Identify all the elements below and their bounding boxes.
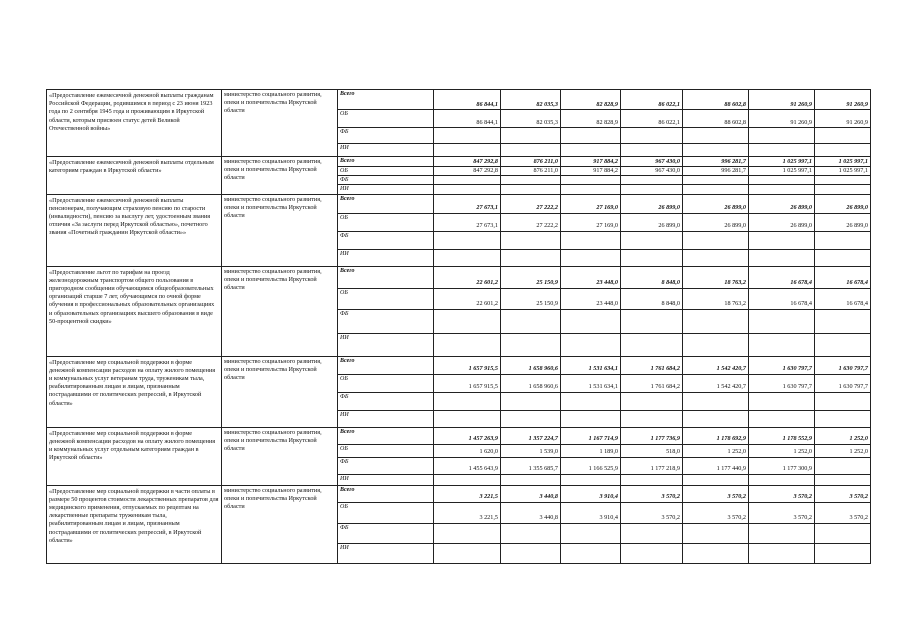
amount-cell: 518,0 bbox=[621, 444, 683, 457]
funding-source-label: Всего bbox=[338, 485, 434, 502]
amount-cell bbox=[501, 249, 561, 266]
amount-cell: 1 167 714,9 bbox=[561, 427, 621, 444]
funding-source-label: ФБ bbox=[338, 176, 434, 185]
amount-cell: 1 542 420,7 bbox=[683, 374, 749, 392]
amount-cell bbox=[749, 185, 815, 194]
amount-cell: 3 570,2 bbox=[815, 485, 871, 502]
amount-cell: 1 357 224,7 bbox=[501, 427, 561, 444]
amount-cell: 1 761 684,2 bbox=[621, 356, 683, 374]
amount-cell bbox=[815, 523, 871, 543]
amount-cell: 917 884,2 bbox=[561, 167, 621, 176]
funding-source-label: ОБ bbox=[338, 374, 434, 392]
amount-cell: 25 150,9 bbox=[501, 288, 561, 309]
amount-cell: 3 910,4 bbox=[561, 502, 621, 523]
table-row bbox=[47, 194, 871, 213]
funding-source-label: ОБ bbox=[338, 110, 434, 128]
amount-cell bbox=[561, 523, 621, 543]
measure-description: «Предоставление мер социальной поддержки в форме денежной компенсации расходов на оплату жилого помещения и коммунальных услуг ветеранам труда, труженикам тыла, реабилитированным лицам и лицам, признанным пострадавшими от политических репрессий, в Иркутской области» bbox=[47, 356, 222, 427]
amount-cell: 1 025 997,1 bbox=[749, 157, 815, 167]
responsible-organization: министерство социального развития, опеки и попечительства Иркутской области bbox=[222, 194, 338, 266]
amount-cell bbox=[815, 309, 871, 333]
amount-cell: 1 177 300,9 bbox=[749, 457, 815, 474]
funding-source-label: Всего bbox=[338, 427, 434, 444]
amount-cell bbox=[434, 231, 501, 249]
amount-cell bbox=[815, 249, 871, 266]
responsible-organization: министерство социального развития, опеки и попечительства Иркутской области bbox=[222, 266, 338, 356]
funding-source-label: ИИ bbox=[338, 249, 434, 266]
amount-cell bbox=[815, 333, 871, 356]
amount-cell bbox=[621, 185, 683, 194]
amount-cell: 18 763,2 bbox=[683, 288, 749, 309]
amount-cell bbox=[561, 333, 621, 356]
amount-cell bbox=[501, 333, 561, 356]
amount-cell bbox=[749, 309, 815, 333]
amount-cell bbox=[683, 231, 749, 249]
amount-cell: 876 211,0 bbox=[501, 167, 561, 176]
funding-source-label: ИИ bbox=[338, 410, 434, 427]
amount-cell: 967 430,0 bbox=[621, 167, 683, 176]
amount-cell: 1 657 915,5 bbox=[434, 374, 501, 392]
funding-source-label: Всего bbox=[338, 157, 434, 167]
measure-description: «Предоставление ежемесячной денежной выплаты отдельным категориям граждан в Иркутской области» bbox=[47, 157, 222, 195]
amount-cell: 26 899,0 bbox=[815, 194, 871, 213]
funding-source-label: ИИ bbox=[338, 474, 434, 485]
amount-cell: 1 025 997,1 bbox=[815, 157, 871, 167]
amount-cell: 1 630 797,7 bbox=[749, 356, 815, 374]
amount-cell bbox=[815, 543, 871, 563]
amount-cell bbox=[815, 144, 871, 157]
amount-cell: 27 169,0 bbox=[561, 194, 621, 213]
amount-cell bbox=[683, 333, 749, 356]
amount-cell bbox=[749, 144, 815, 157]
amount-cell: 1 658 960,6 bbox=[501, 356, 561, 374]
amount-cell: 1 355 685,7 bbox=[501, 457, 561, 474]
amount-cell bbox=[561, 144, 621, 157]
amount-cell bbox=[749, 543, 815, 563]
amount-cell: 1 189,0 bbox=[561, 444, 621, 457]
amount-cell bbox=[749, 474, 815, 485]
amount-cell bbox=[434, 523, 501, 543]
amount-cell bbox=[621, 392, 683, 410]
amount-cell: 27 222,2 bbox=[501, 194, 561, 213]
responsible-organization: министерство социального развития, опеки и попечительства Иркутской области bbox=[222, 356, 338, 427]
amount-cell: 1 539,0 bbox=[501, 444, 561, 457]
table-row bbox=[47, 427, 871, 444]
amount-cell: 16 678,4 bbox=[749, 288, 815, 309]
amount-cell: 847 292,8 bbox=[434, 157, 501, 167]
amount-cell bbox=[749, 523, 815, 543]
amount-cell bbox=[683, 474, 749, 485]
amount-cell bbox=[815, 410, 871, 427]
amount-cell bbox=[683, 185, 749, 194]
amount-cell: 967 430,0 bbox=[621, 157, 683, 167]
amount-cell bbox=[749, 176, 815, 185]
funding-source-label: Всего bbox=[338, 356, 434, 374]
amount-cell bbox=[561, 249, 621, 266]
funding-source-label: ФБ bbox=[338, 392, 434, 410]
amount-cell bbox=[621, 474, 683, 485]
amount-cell: 3 910,4 bbox=[561, 485, 621, 502]
amount-cell bbox=[501, 523, 561, 543]
amount-cell: 26 899,0 bbox=[683, 194, 749, 213]
amount-cell: 3 440,8 bbox=[501, 502, 561, 523]
amount-cell: 1 252,0 bbox=[815, 427, 871, 444]
amount-cell bbox=[749, 231, 815, 249]
amount-cell bbox=[621, 249, 683, 266]
amount-cell: 1 252,0 bbox=[749, 444, 815, 457]
amount-cell: 26 899,0 bbox=[749, 194, 815, 213]
amount-cell bbox=[561, 176, 621, 185]
amount-cell: 91 260,9 bbox=[749, 90, 815, 110]
amount-cell: 82 828,9 bbox=[561, 110, 621, 128]
responsible-organization: министерство социального развития, опеки и попечительства Иркутской области bbox=[222, 90, 338, 157]
amount-cell bbox=[561, 474, 621, 485]
amount-cell: 26 899,0 bbox=[621, 213, 683, 231]
amount-cell: 3 570,2 bbox=[683, 502, 749, 523]
amount-cell: 917 884,2 bbox=[561, 157, 621, 167]
amount-cell: 16 678,4 bbox=[749, 266, 815, 288]
funding-source-label: ОБ bbox=[338, 213, 434, 231]
amount-cell: 1 457 263,9 bbox=[434, 427, 501, 444]
amount-cell bbox=[501, 410, 561, 427]
funding-source-label: ОБ bbox=[338, 167, 434, 176]
amount-cell bbox=[621, 333, 683, 356]
funding-source-label: ФБ bbox=[338, 523, 434, 543]
amount-cell bbox=[434, 144, 501, 157]
amount-cell: 82 828,9 bbox=[561, 90, 621, 110]
amount-cell: 16 678,4 bbox=[815, 266, 871, 288]
amount-cell bbox=[434, 543, 501, 563]
amount-cell bbox=[434, 128, 501, 144]
amount-cell bbox=[749, 128, 815, 144]
amount-cell: 86 844,1 bbox=[434, 110, 501, 128]
amount-cell: 86 844,1 bbox=[434, 90, 501, 110]
amount-cell bbox=[621, 176, 683, 185]
amount-cell: 8 848,0 bbox=[621, 266, 683, 288]
amount-cell bbox=[621, 144, 683, 157]
amount-cell: 88 602,8 bbox=[683, 90, 749, 110]
amount-cell: 23 448,0 bbox=[561, 288, 621, 309]
amount-cell: 1 166 525,9 bbox=[561, 457, 621, 474]
amount-cell bbox=[561, 309, 621, 333]
amount-cell: 23 448,0 bbox=[561, 266, 621, 288]
amount-cell: 1 178 692,9 bbox=[683, 427, 749, 444]
table-row bbox=[47, 266, 871, 288]
amount-cell bbox=[683, 543, 749, 563]
amount-cell bbox=[434, 309, 501, 333]
funding-source-label: ОБ bbox=[338, 288, 434, 309]
amount-cell: 26 899,0 bbox=[683, 213, 749, 231]
funding-source-label: ИИ bbox=[338, 333, 434, 356]
table-row bbox=[47, 485, 871, 502]
amount-cell bbox=[561, 185, 621, 194]
amount-cell: 3 570,2 bbox=[621, 502, 683, 523]
measure-description: «Предоставление мер социальной поддержки в форме денежной компенсации расходов на оплату жилого помещения и коммунальных услуг отдельным категориям граждан в Иркутской области» bbox=[47, 427, 222, 485]
amount-cell bbox=[434, 185, 501, 194]
funding-source-label: Всего bbox=[338, 194, 434, 213]
amount-cell: 91 260,9 bbox=[815, 90, 871, 110]
amount-cell: 3 570,2 bbox=[815, 502, 871, 523]
amount-cell bbox=[749, 392, 815, 410]
responsible-organization: министерство социального развития, опеки и попечительства Иркутской области bbox=[222, 485, 338, 563]
responsible-organization: министерство социального развития, опеки и попечительства Иркутской области bbox=[222, 157, 338, 195]
amount-cell bbox=[815, 185, 871, 194]
amount-cell: 1 178 552,9 bbox=[749, 427, 815, 444]
amount-cell: 3 570,2 bbox=[749, 502, 815, 523]
table-row bbox=[47, 90, 871, 110]
amount-cell bbox=[683, 309, 749, 333]
amount-cell: 27 673,1 bbox=[434, 194, 501, 213]
responsible-organization: министерство социального развития, опеки и попечительства Иркутской области bbox=[222, 427, 338, 485]
amount-cell bbox=[434, 249, 501, 266]
measure-description: «Предоставление ежемесячной денежной выплаты гражданам Российской Федерации, родившимся в период с 23 июня 1923 года по 2 сентября 1945 года и проживающим в Иркутской области, которым присвоен статус детей Великой Отечественной войны» bbox=[47, 90, 222, 157]
funding-source-label: ФБ bbox=[338, 231, 434, 249]
amount-cell bbox=[749, 410, 815, 427]
amount-cell: 26 899,0 bbox=[815, 213, 871, 231]
amount-cell bbox=[561, 543, 621, 563]
amount-cell: 22 601,2 bbox=[434, 288, 501, 309]
amount-cell: 88 602,8 bbox=[683, 110, 749, 128]
amount-cell bbox=[815, 457, 871, 474]
amount-cell: 1 177 736,9 bbox=[621, 427, 683, 444]
amount-cell: 1 630 797,7 bbox=[815, 356, 871, 374]
amount-cell: 82 035,3 bbox=[501, 110, 561, 128]
amount-cell: 25 150,9 bbox=[501, 266, 561, 288]
funding-source-label: ФБ bbox=[338, 128, 434, 144]
amount-cell bbox=[683, 392, 749, 410]
amount-cell: 26 899,0 bbox=[749, 213, 815, 231]
amount-cell: 3 570,2 bbox=[749, 485, 815, 502]
amount-cell bbox=[815, 474, 871, 485]
table-body bbox=[47, 90, 871, 564]
amount-cell: 1 630 797,7 bbox=[815, 374, 871, 392]
amount-cell bbox=[501, 231, 561, 249]
amount-cell: 1 761 684,2 bbox=[621, 374, 683, 392]
funding-source-label: Всего bbox=[338, 266, 434, 288]
amount-cell bbox=[501, 474, 561, 485]
amount-cell: 3 570,2 bbox=[621, 485, 683, 502]
amount-cell: 27 169,0 bbox=[561, 213, 621, 231]
amount-cell bbox=[434, 176, 501, 185]
amount-cell: 27 222,2 bbox=[501, 213, 561, 231]
amount-cell bbox=[434, 410, 501, 427]
amount-cell: 3 440,8 bbox=[501, 485, 561, 502]
amount-cell bbox=[621, 309, 683, 333]
amount-cell: 91 260,9 bbox=[815, 110, 871, 128]
amount-cell bbox=[749, 249, 815, 266]
amount-cell bbox=[621, 543, 683, 563]
amount-cell bbox=[621, 128, 683, 144]
amount-cell bbox=[815, 392, 871, 410]
table-row bbox=[47, 157, 871, 167]
amount-cell bbox=[501, 543, 561, 563]
amount-cell bbox=[815, 128, 871, 144]
amount-cell: 1 252,0 bbox=[683, 444, 749, 457]
funding-source-label: ОБ bbox=[338, 502, 434, 523]
amount-cell bbox=[501, 392, 561, 410]
amount-cell bbox=[561, 128, 621, 144]
amount-cell bbox=[434, 333, 501, 356]
funding-source-label: ФБ bbox=[338, 309, 434, 333]
amount-cell: 1 455 643,9 bbox=[434, 457, 501, 474]
amount-cell: 86 022,1 bbox=[621, 110, 683, 128]
amount-cell: 1 620,0 bbox=[434, 444, 501, 457]
amount-cell bbox=[815, 231, 871, 249]
amount-cell bbox=[683, 410, 749, 427]
amount-cell bbox=[621, 523, 683, 543]
amount-cell: 27 673,1 bbox=[434, 213, 501, 231]
funding-source-label: ОБ bbox=[338, 444, 434, 457]
table-row bbox=[47, 356, 871, 374]
budget-table bbox=[46, 89, 871, 564]
amount-cell: 876 211,0 bbox=[501, 157, 561, 167]
amount-cell bbox=[621, 410, 683, 427]
funding-source-label: ИИ bbox=[338, 543, 434, 563]
amount-cell: 847 292,8 bbox=[434, 167, 501, 176]
amount-cell bbox=[501, 144, 561, 157]
amount-cell bbox=[501, 309, 561, 333]
amount-cell: 1 531 634,1 bbox=[561, 374, 621, 392]
amount-cell bbox=[501, 185, 561, 194]
amount-cell: 3 570,2 bbox=[683, 485, 749, 502]
funding-source-label: ИИ bbox=[338, 144, 434, 157]
amount-cell: 1 177 440,9 bbox=[683, 457, 749, 474]
amount-cell: 996 281,7 bbox=[683, 167, 749, 176]
funding-source-label: ИИ bbox=[338, 185, 434, 194]
amount-cell bbox=[561, 410, 621, 427]
amount-cell: 82 035,3 bbox=[501, 90, 561, 110]
amount-cell: 8 848,0 bbox=[621, 288, 683, 309]
amount-cell: 1 252,0 bbox=[815, 444, 871, 457]
amount-cell bbox=[683, 176, 749, 185]
amount-cell: 996 281,7 bbox=[683, 157, 749, 167]
amount-cell: 26 899,0 bbox=[621, 194, 683, 213]
amount-cell: 1 531 634,1 bbox=[561, 356, 621, 374]
amount-cell: 22 601,2 bbox=[434, 266, 501, 288]
amount-cell bbox=[561, 392, 621, 410]
measure-description: «Предоставление мер социальной поддержки в части оплаты в размере 50 процентов стоимости лекарственных препаратов для медицинского применения, отпускаемых по рецептам на лекарственные препараты труженикам тыла, реабилитированным лицам и лицам, признанным пострадавшими от политических репрессий, в Иркутской области» bbox=[47, 485, 222, 563]
measure-description: «Предоставление льгот по тарифам на проезд железнодорожным транспортом общего пользования в пригородном сообщении обучающимся общеобразовательных организаций старше 7 лет, обучающимся по очной форме обучения в профессиональных образовательных организациях и образовательных организациях высшего образования в виде 50-процентной скидки» bbox=[47, 266, 222, 356]
amount-cell bbox=[683, 144, 749, 157]
amount-cell bbox=[683, 128, 749, 144]
amount-cell: 91 260,9 bbox=[749, 110, 815, 128]
funding-source-label: ФБ bbox=[338, 457, 434, 474]
amount-cell bbox=[561, 231, 621, 249]
amount-cell: 1 542 420,7 bbox=[683, 356, 749, 374]
amount-cell: 1 025 997,1 bbox=[815, 167, 871, 176]
amount-cell: 1 025 997,1 bbox=[749, 167, 815, 176]
amount-cell bbox=[434, 474, 501, 485]
measure-description: «Предоставление ежемесячной денежной выплаты пенсионерам, получающим страховую пенсию по старости (инвалидности), пенсию за выслугу лет, удостоенным звания отличия «За заслуги перед Иркутской областью», почетного звания «Почетный гражданин Иркутской области»» bbox=[47, 194, 222, 266]
amount-cell: 3 221,5 bbox=[434, 502, 501, 523]
amount-cell: 18 763,2 bbox=[683, 266, 749, 288]
amount-cell: 1 177 218,9 bbox=[621, 457, 683, 474]
amount-cell: 1 630 797,7 bbox=[749, 374, 815, 392]
amount-cell: 3 221,5 bbox=[434, 485, 501, 502]
amount-cell: 86 022,1 bbox=[621, 90, 683, 110]
amount-cell: 1 657 915,5 bbox=[434, 356, 501, 374]
amount-cell bbox=[683, 249, 749, 266]
amount-cell bbox=[749, 333, 815, 356]
amount-cell: 16 678,4 bbox=[815, 288, 871, 309]
amount-cell: 1 658 960,6 bbox=[501, 374, 561, 392]
amount-cell bbox=[434, 392, 501, 410]
funding-source-label: Всего bbox=[338, 90, 434, 110]
amount-cell bbox=[621, 231, 683, 249]
amount-cell bbox=[501, 128, 561, 144]
amount-cell bbox=[501, 176, 561, 185]
amount-cell bbox=[683, 523, 749, 543]
amount-cell bbox=[815, 176, 871, 185]
